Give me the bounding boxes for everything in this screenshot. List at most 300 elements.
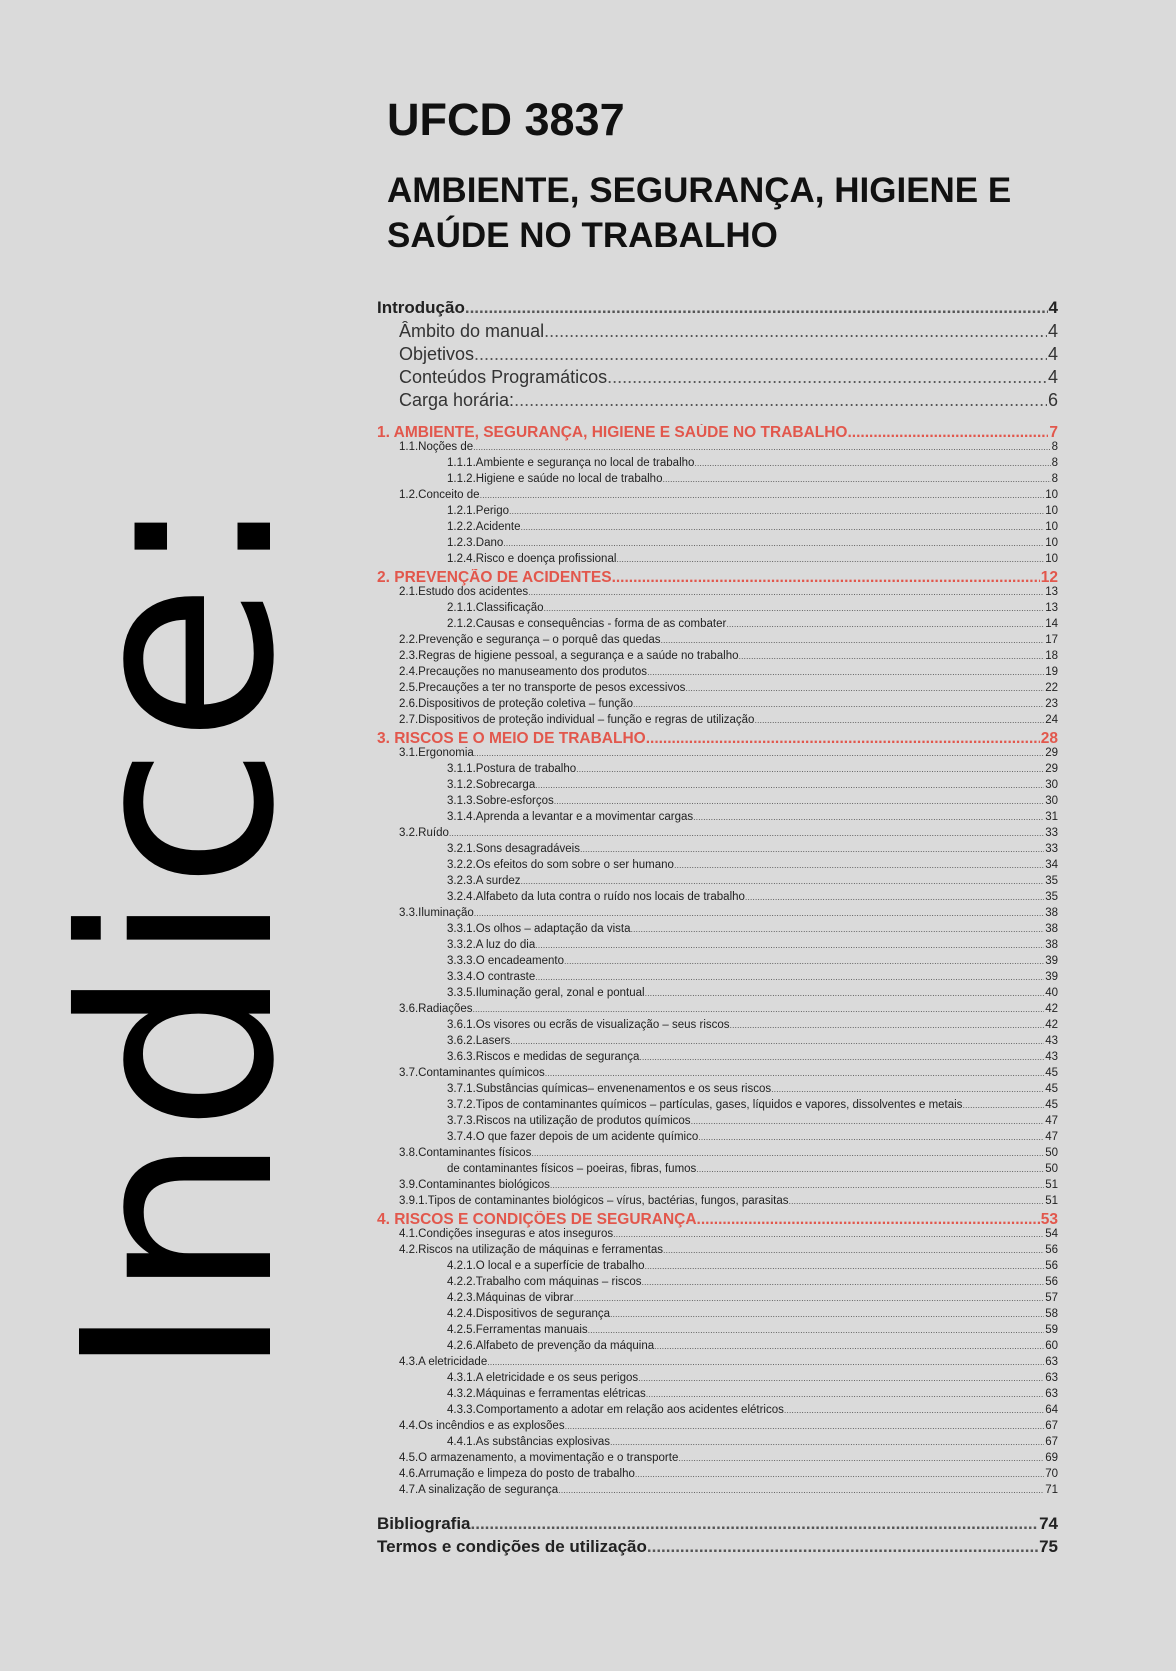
toc-entry-label: 4. RISCOS E CONDIÇÕES DE SEGURANÇA [377, 1211, 697, 1228]
toc-entry-label: 3.3.3.O encadeamento [447, 955, 564, 967]
toc-entry-l1[interactable] [377, 650, 1058, 666]
toc-entry-page-number: 63 [1045, 1372, 1058, 1384]
toc-entry-page-number: 63 [1045, 1388, 1058, 1400]
toc-entry-minor[interactable] [377, 367, 1058, 390]
toc-entry-label: Termos e condições de utilização [377, 1537, 647, 1556]
toc-dot-leader [730, 1020, 1045, 1030]
toc-entry-page-number: 35 [1045, 891, 1058, 903]
toc-entry-page-number: 18 [1045, 650, 1058, 662]
toc-entry-l2[interactable] [377, 971, 1058, 987]
toc-dot-leader [473, 1004, 1045, 1014]
toc-entry-label: 3.6.3.Riscos e medidas de segurança [447, 1051, 640, 1063]
toc-dot-leader [745, 892, 1044, 902]
toc-entry-chapter[interactable] [377, 1211, 1058, 1228]
toc-entry-page-number: 47 [1045, 1115, 1058, 1127]
toc-dot-leader [514, 390, 1047, 411]
toc-entry-label: 3.2.4.Alfabeto da luta contra o ruído nos locais de trabalho [447, 891, 745, 903]
toc-entry-label: 2.1.1.Classificação [447, 602, 544, 614]
toc-entry-l2[interactable] [377, 1019, 1058, 1035]
toc-entry-label: 1.2.Conceito de [399, 489, 480, 501]
toc-entry-page-number: 22 [1045, 682, 1058, 694]
toc-entry-label: 2.1.2.Causas e consequências - forma de as combater [447, 618, 727, 630]
toc-entry-label: 3.2.3.A surdez [447, 875, 521, 887]
toc-entry-l1[interactable] [377, 1147, 1058, 1163]
toc-entry-l2[interactable] [377, 1292, 1058, 1308]
toc-entry-page-number: 74 [1039, 1514, 1058, 1533]
toc-entry-page-number: 17 [1045, 634, 1058, 646]
toc-entry-l2[interactable] [377, 618, 1058, 634]
toc-entry-page-number: 4 [1047, 367, 1058, 387]
toc-dot-leader [449, 828, 1044, 838]
toc-dot-leader [696, 1164, 1044, 1174]
toc-dot-leader [654, 1341, 1044, 1351]
toc-entry-page-number: 45 [1045, 1067, 1058, 1079]
toc-entry-page-number: 42 [1045, 1019, 1058, 1031]
toc-dot-leader [848, 424, 1049, 441]
toc-entry-label: 3.6.2.Lasers [447, 1035, 511, 1047]
toc-entry-l2[interactable] [377, 553, 1058, 569]
toc-entry-l2[interactable] [377, 1083, 1058, 1099]
toc-entry-l1[interactable] [377, 1195, 1058, 1211]
toc-entry-label: 4.3.A eletricidade [399, 1356, 488, 1368]
toc-dot-leader [645, 988, 1045, 998]
toc-entry-l1[interactable] [377, 1484, 1058, 1500]
toc-entry-l2[interactable] [377, 1372, 1058, 1388]
toc-entry-page-number: 45 [1045, 1083, 1058, 1095]
toc-entry-page-number: 69 [1045, 1452, 1058, 1464]
toc-dot-leader [639, 1052, 1044, 1062]
toc-entry-l1[interactable] [377, 1244, 1058, 1260]
toc-entry-label: 4.2.6.Alfabeto de prevenção da máquina [447, 1340, 655, 1352]
toc-dot-leader [685, 683, 1044, 693]
toc-entry-major[interactable] [377, 1537, 1058, 1560]
toc-dot-leader [480, 490, 1045, 500]
toc-entry-label: 1.1.Noções de [399, 441, 474, 453]
toc-entry-page-number: 8 [1051, 457, 1058, 469]
toc-entry-page-number: 4 [1047, 321, 1058, 341]
toc-entry-page-number: 4 [1047, 344, 1058, 364]
toc-dot-leader [661, 635, 1045, 645]
toc-entry-l2[interactable] [377, 1276, 1058, 1292]
toc-dot-leader [521, 876, 1045, 886]
toc-dot-leader [544, 321, 1047, 342]
toc-entry-l2[interactable] [377, 457, 1058, 473]
toc-dot-leader [535, 940, 1044, 950]
toc-dot-leader [642, 1277, 1045, 1287]
toc-entry-label: Bibliografia [377, 1514, 471, 1533]
toc-dot-leader [754, 715, 1044, 725]
toc-entry-l1[interactable] [377, 1420, 1058, 1436]
toc-entry-l1[interactable] [377, 698, 1058, 714]
toc-entry-l1[interactable] [377, 1179, 1058, 1195]
toc-entry-l1[interactable] [377, 827, 1058, 843]
toc-dot-leader [471, 1514, 1039, 1534]
toc-entry-label: 4.2.Riscos na utilização de máquinas e ferramentas [399, 1244, 664, 1256]
toc-entry-label: 4.2.2.Trabalho com máquinas – riscos [447, 1276, 642, 1288]
toc-entry-l2[interactable] [377, 987, 1058, 1003]
toc-entry-label: 3.1.2.Sobrecarga [447, 779, 536, 791]
toc-entry-page-number: 19 [1045, 666, 1058, 678]
toc-dot-leader [503, 538, 1044, 548]
toc-dot-leader [645, 1261, 1045, 1271]
toc-entry-page-number: 43 [1045, 1051, 1058, 1063]
toc-entry-page-number: 8 [1051, 441, 1058, 453]
toc-entry-l2[interactable] [377, 859, 1058, 875]
toc-entry-chapter[interactable] [377, 424, 1058, 441]
toc-entry-label: 1.1.1.Ambiente e segurança no local de trabalho [447, 457, 695, 469]
toc-dot-leader [693, 812, 1044, 822]
toc-entry-label: 3.3.4.O contraste [447, 971, 536, 983]
toc-entry-l2[interactable] [377, 1340, 1058, 1356]
toc-entry-l2[interactable] [377, 473, 1058, 489]
toc-entry-label: 4.3.1.A eletricidade e os seus perigos [447, 1372, 639, 1384]
toc-entry-l2[interactable] [377, 811, 1058, 827]
toc-entry-l1[interactable] [377, 907, 1058, 923]
toc-dot-leader [647, 667, 1044, 677]
toc-entry-l1[interactable] [377, 1452, 1058, 1468]
toc-entry-l1[interactable] [377, 666, 1058, 682]
toc-entry-page-number: 38 [1045, 939, 1058, 951]
toc-dot-leader [554, 796, 1044, 806]
toc-entry-page-number: 30 [1045, 795, 1058, 807]
toc-dot-leader [697, 1211, 1040, 1228]
toc-dot-leader [487, 1357, 1044, 1367]
toc-entry-minor[interactable] [377, 344, 1058, 367]
toc-entry-label: 4.2.3.Máquinas de vibrar [447, 1292, 574, 1304]
toc-entry-page-number: 64 [1045, 1404, 1058, 1416]
toc-entry-page-number: 39 [1045, 971, 1058, 983]
toc-entry-page-number: 10 [1045, 489, 1058, 501]
toc-entry-page-number: 56 [1045, 1260, 1058, 1272]
toc-entry-page-number: 50 [1045, 1147, 1058, 1159]
toc-entry-page-number: 42 [1045, 1003, 1058, 1015]
toc-entry-page-number: 39 [1045, 955, 1058, 967]
toc-entry-l2[interactable] [377, 891, 1058, 907]
toc-entry-page-number: 29 [1045, 763, 1058, 775]
toc-dot-leader [473, 442, 1050, 452]
toc-dot-leader [576, 764, 1044, 774]
toc-entry-page-number: 6 [1047, 390, 1058, 410]
toc-entry-label: 3.3.Iluminação [399, 907, 474, 919]
toc-entry-l2[interactable] [377, 521, 1058, 537]
toc-entry-l2[interactable] [377, 505, 1058, 521]
toc-entry-l2[interactable] [377, 1163, 1058, 1179]
toc-entry-page-number: 38 [1045, 923, 1058, 935]
toc-entry-page-number: 23 [1045, 698, 1058, 710]
toc-dot-leader [635, 1469, 1044, 1479]
toc-entry-l1[interactable] [377, 489, 1058, 505]
toc-entry-page-number: 29 [1045, 747, 1058, 759]
toc-entry-label: 3.7.2.Tipos de contaminantes químicos – partículas, gases, líquidos e vapores, dissolventes e metais [447, 1099, 963, 1111]
toc-dot-leader [694, 458, 1050, 468]
toc-dot-leader [521, 522, 1045, 532]
toc-spacer [377, 413, 1058, 424]
toc-entry-page-number: 60 [1045, 1340, 1058, 1352]
toc-entry-label: 4.2.4.Dispositivos de segurança [447, 1308, 611, 1320]
toc-dot-leader [613, 1229, 1044, 1239]
toc-dot-leader [550, 1180, 1044, 1190]
toc-entry-l1[interactable] [377, 682, 1058, 698]
toc-dot-leader [630, 924, 1044, 934]
toc-entry-page-number: 12 [1040, 569, 1058, 586]
toc-entry-label: 2.4.Precauções no manuseamento dos produtos [399, 666, 648, 678]
toc-dot-leader [726, 619, 1044, 629]
toc-entry-l1[interactable] [377, 1356, 1058, 1372]
toc-entry-label: 3.7.4.O que fazer depois de um acidente químico [447, 1131, 699, 1143]
toc-entry-page-number: 70 [1045, 1468, 1058, 1480]
document-header [387, 92, 1127, 258]
toc-entry-label: 3.7.3.Riscos na utilização de produtos químicos [447, 1115, 691, 1127]
table-of-contents [377, 298, 1058, 1560]
toc-dot-leader [646, 1389, 1044, 1399]
toc-entry-l2[interactable] [377, 955, 1058, 971]
toc-dot-leader [474, 344, 1047, 365]
toc-entry-l2[interactable] [377, 1308, 1058, 1324]
toc-entry-page-number: 24 [1045, 714, 1058, 726]
toc-dot-leader [544, 603, 1045, 613]
toc-entry-l1[interactable] [377, 1067, 1058, 1083]
toc-dot-leader [574, 1293, 1045, 1303]
toc-entry-page-number: 51 [1045, 1195, 1058, 1207]
toc-entry-label: 3.6.Radiações [399, 1003, 473, 1015]
toc-entry-l2[interactable] [377, 875, 1058, 891]
toc-dot-leader [580, 844, 1044, 854]
toc-entry-l2[interactable] [377, 1099, 1058, 1115]
toc-dot-leader [662, 474, 1050, 484]
toc-entry-l1[interactable] [377, 1228, 1058, 1244]
toc-entry-page-number: 43 [1045, 1035, 1058, 1047]
toc-entry-page-number: 56 [1045, 1276, 1058, 1288]
toc-entry-label: 2.6.Dispositivos de proteção coletiva – função [399, 698, 633, 710]
course-code: UFCD 3837 [387, 94, 625, 145]
toc-entry-l1[interactable] [377, 747, 1058, 763]
toc-entry-l2[interactable] [377, 763, 1058, 779]
toc-dot-leader [474, 748, 1044, 758]
toc-dot-leader [784, 1405, 1044, 1415]
toc-dot-leader [565, 1421, 1045, 1431]
toc-entry-page-number: 35 [1045, 875, 1058, 887]
toc-entry-page-number: 34 [1045, 859, 1058, 871]
toc-entry-l2[interactable] [377, 1404, 1058, 1420]
toc-entry-page-number: 53 [1040, 1211, 1058, 1228]
toc-entry-l2[interactable] [377, 795, 1058, 811]
toc-dot-leader [510, 1036, 1044, 1046]
toc-entry-label: 1.2.4.Risco e doença profissional [447, 553, 617, 565]
toc-entry-page-number: 50 [1045, 1163, 1058, 1175]
toc-entry-l2[interactable] [377, 1388, 1058, 1404]
toc-entry-chapter[interactable] [377, 569, 1058, 586]
toc-entry-label: 3.1.3.Sobre-esforços [447, 795, 554, 807]
toc-dot-leader [531, 1148, 1044, 1158]
toc-entry-minor[interactable] [377, 390, 1058, 413]
toc-entry-label: 2.5.Precauções a ter no transporte de pesos excessivos [399, 682, 686, 694]
toc-entry-label: Objetivos [399, 344, 475, 364]
toc-dot-leader [588, 1325, 1045, 1335]
toc-entry-label: 2. PREVENÇÃO DE ACIDENTES [377, 569, 612, 586]
toc-entry-label: 1. AMBIENTE, SEGURANÇA, HIGIENE E SAÚDE NO TRABALHO [377, 424, 848, 441]
toc-entry-page-number: 59 [1045, 1324, 1058, 1336]
toc-entry-label: Conteúdos Programáticos [399, 367, 608, 387]
toc-entry-page-number: 71 [1045, 1484, 1058, 1496]
toc-dot-leader [771, 1084, 1044, 1094]
toc-dot-leader [638, 1373, 1044, 1383]
toc-entry-label: 3.6.1.Os visores ou ecrãs de visualização – seus riscos [447, 1019, 730, 1031]
toc-entry-label: 3. RISCOS E O MEIO DE TRABALHO [377, 730, 646, 747]
toc-entry-l2[interactable] [377, 923, 1058, 939]
toc-entry-label: 4.2.5.Ferramentas manuais [447, 1324, 588, 1336]
toc-entry-page-number: 33 [1045, 843, 1058, 855]
toc-dot-leader [633, 699, 1044, 709]
toc-entry-page-number: 10 [1045, 553, 1058, 565]
toc-entry-label: 1.1.2.Higiene e saúde no local de trabalho [447, 473, 663, 485]
toc-dot-leader [509, 506, 1044, 516]
toc-entry-major[interactable] [377, 1514, 1058, 1537]
toc-entry-label: 3.1.4.Aprenda a levantar e a movimentar cargas [447, 811, 694, 823]
toc-entry-page-number: 10 [1045, 537, 1058, 549]
document-title: AMBIENTE, SEGURANÇA, HIGIENE E SAÚDE NO TRABALHO [387, 171, 1012, 255]
toc-entry-major[interactable] [377, 298, 1058, 321]
toc-entry-page-number: 4 [1048, 298, 1058, 317]
toc-entry-label: 3.9.1.Tipos de contaminantes biológicos – vírus, bactérias, fungos, parasitas [399, 1195, 789, 1207]
toc-entry-l1[interactable] [377, 1468, 1058, 1484]
toc-dot-leader [535, 780, 1044, 790]
toc-entry-page-number: 47 [1045, 1131, 1058, 1143]
toc-dot-leader [528, 587, 1044, 597]
toc-entry-label: 4.5.O armazenamento, a movimentação e o transporte [399, 1452, 679, 1464]
toc-entry-page-number: 13 [1045, 586, 1058, 598]
toc-entry-l1[interactable] [377, 634, 1058, 650]
toc-entry-label: 3.9.Contaminantes biológicos [399, 1179, 550, 1191]
toc-dot-leader [612, 569, 1040, 586]
toc-entry-label: 4.3.2.Máquinas e ferramentas elétricas [447, 1388, 646, 1400]
toc-entry-page-number: 14 [1045, 618, 1058, 630]
toc-entry-label: 4.3.3.Comportamento a adotar em relação aos acidentes elétricos [447, 1404, 784, 1416]
toc-dot-leader [646, 730, 1040, 747]
toc-dot-leader [607, 367, 1047, 388]
toc-entry-l2[interactable] [377, 939, 1058, 955]
toc-spacer [377, 1500, 1058, 1514]
toc-dot-leader [474, 908, 1044, 918]
toc-entry-l2[interactable] [377, 779, 1058, 795]
toc-entry-page-number: 63 [1045, 1356, 1058, 1368]
toc-dot-leader [789, 1196, 1045, 1206]
toc-entry-label: 3.2.1.Sons desagradáveis [447, 843, 580, 855]
toc-entry-chapter[interactable] [377, 730, 1058, 747]
toc-entry-label: Âmbito do manual [399, 321, 545, 341]
toc-entry-page-number: 56 [1045, 1244, 1058, 1256]
toc-dot-leader [535, 972, 1044, 982]
toc-entry-label: 4.6.Arrumação e limpeza do posto de trabalho [399, 1468, 635, 1480]
toc-entry-label: 2.3.Regras de higiene pessoal, a segurança e a saúde no trabalho [399, 650, 739, 662]
toc-entry-page-number: 67 [1045, 1436, 1058, 1448]
toc-entry-l1[interactable] [377, 441, 1058, 457]
index-vertical-title: Indice: [27, 490, 332, 1380]
toc-entry-l2[interactable] [377, 1131, 1058, 1147]
toc-dot-leader [678, 1453, 1044, 1463]
toc-entry-l2[interactable] [377, 1260, 1058, 1276]
toc-entry-page-number: 45 [1045, 1099, 1058, 1111]
toc-entry-label: 3.1.1.Postura de trabalho [447, 763, 577, 775]
toc-dot-leader [545, 1068, 1044, 1078]
toc-entry-label: 4.4.Os incêndios e as explosões [399, 1420, 565, 1432]
toc-entry-page-number: 75 [1039, 1537, 1058, 1556]
toc-entry-label: 4.1.Condições inseguras e atos inseguros [399, 1228, 614, 1240]
toc-dot-leader [698, 1132, 1044, 1142]
toc-entry-page-number: 58 [1045, 1308, 1058, 1320]
toc-entry-l2[interactable] [377, 1324, 1058, 1340]
toc-entry-page-number: 67 [1045, 1420, 1058, 1432]
toc-entry-l2[interactable] [377, 1035, 1058, 1051]
toc-entry-label: 4.2.1.O local e a superfície de trabalho [447, 1260, 645, 1272]
toc-dot-leader [962, 1100, 1044, 1110]
toc-entry-l2[interactable] [377, 1051, 1058, 1067]
toc-entry-label: 3.2.Ruído [399, 827, 449, 839]
toc-dot-leader [564, 956, 1044, 966]
toc-entry-l2[interactable] [377, 1436, 1058, 1452]
toc-entry-label: 2.2.Prevenção e segurança – o porquê das quedas [399, 634, 661, 646]
toc-entry-page-number: 51 [1045, 1179, 1058, 1191]
toc-dot-leader [647, 1537, 1038, 1557]
toc-entry-l1[interactable] [377, 714, 1058, 730]
toc-entry-label: 3.1.Ergonomia [399, 747, 474, 759]
toc-dot-leader [610, 1309, 1044, 1319]
toc-entry-l2[interactable] [377, 843, 1058, 859]
toc-entry-label: de contaminantes físicos – poeiras, fibras, fumos [447, 1163, 697, 1175]
toc-entry-page-number: 7 [1049, 424, 1058, 441]
toc-dot-leader [558, 1485, 1044, 1495]
toc-entry-label: 3.8.Contaminantes físicos [399, 1147, 532, 1159]
toc-entry-label: Introdução [377, 298, 465, 317]
toc-entry-page-number: 10 [1045, 505, 1058, 517]
toc-entry-label: 3.7.Contaminantes químicos [399, 1067, 545, 1079]
toc-entry-label: 2.7.Dispositivos de proteção individual – função e regras de utilização [399, 714, 755, 726]
toc-entry-page-number: 57 [1045, 1292, 1058, 1304]
toc-entry-label: 1.2.3.Dano [447, 537, 504, 549]
toc-entry-page-number: 38 [1045, 907, 1058, 919]
toc-entry-label: Carga horária: [399, 390, 515, 410]
toc-dot-leader [616, 554, 1044, 564]
toc-entry-label: 3.3.1.Os olhos – adaptação da vista [447, 923, 631, 935]
toc-entry-page-number: 40 [1045, 987, 1058, 999]
toc-entry-label: 1.2.2.Acidente [447, 521, 521, 533]
toc-entry-minor[interactable] [377, 321, 1058, 344]
toc-entry-page-number: 33 [1045, 827, 1058, 839]
toc-entry-label: 4.4.1.As substâncias explosivas [447, 1436, 611, 1448]
toc-dot-leader [610, 1437, 1044, 1447]
toc-entry-l1[interactable] [377, 586, 1058, 602]
toc-entry-label: 4.7.A sinalização de segurança [399, 1484, 559, 1496]
toc-entry-page-number: 30 [1045, 779, 1058, 791]
toc-entry-label: 3.2.2.Os efeitos do som sobre o ser humano [447, 859, 674, 871]
toc-entry-page-number: 10 [1045, 521, 1058, 533]
toc-entry-l2[interactable] [377, 602, 1058, 618]
toc-entry-label: 2.1.Estudo dos acidentes [399, 586, 529, 598]
toc-entry-page-number: 31 [1045, 811, 1058, 823]
toc-entry-page-number: 8 [1051, 473, 1058, 485]
toc-entry-page-number: 13 [1045, 602, 1058, 614]
toc-dot-leader [674, 860, 1044, 870]
toc-dot-leader [663, 1245, 1044, 1255]
toc-entry-label: 3.7.1.Substâncias químicas– envenenamentos e os seus riscos [447, 1083, 772, 1095]
toc-dot-leader [739, 651, 1045, 661]
toc-entry-l2[interactable] [377, 537, 1058, 553]
toc-entry-page-number: 54 [1045, 1228, 1058, 1240]
toc-entry-label: 3.3.5.Iluminação geral, zonal e pontual [447, 987, 645, 999]
toc-entry-l1[interactable] [377, 1003, 1058, 1019]
toc-entry-l2[interactable] [377, 1115, 1058, 1131]
toc-dot-leader [691, 1116, 1045, 1126]
toc-entry-label: 1.2.1.Perigo [447, 505, 510, 517]
